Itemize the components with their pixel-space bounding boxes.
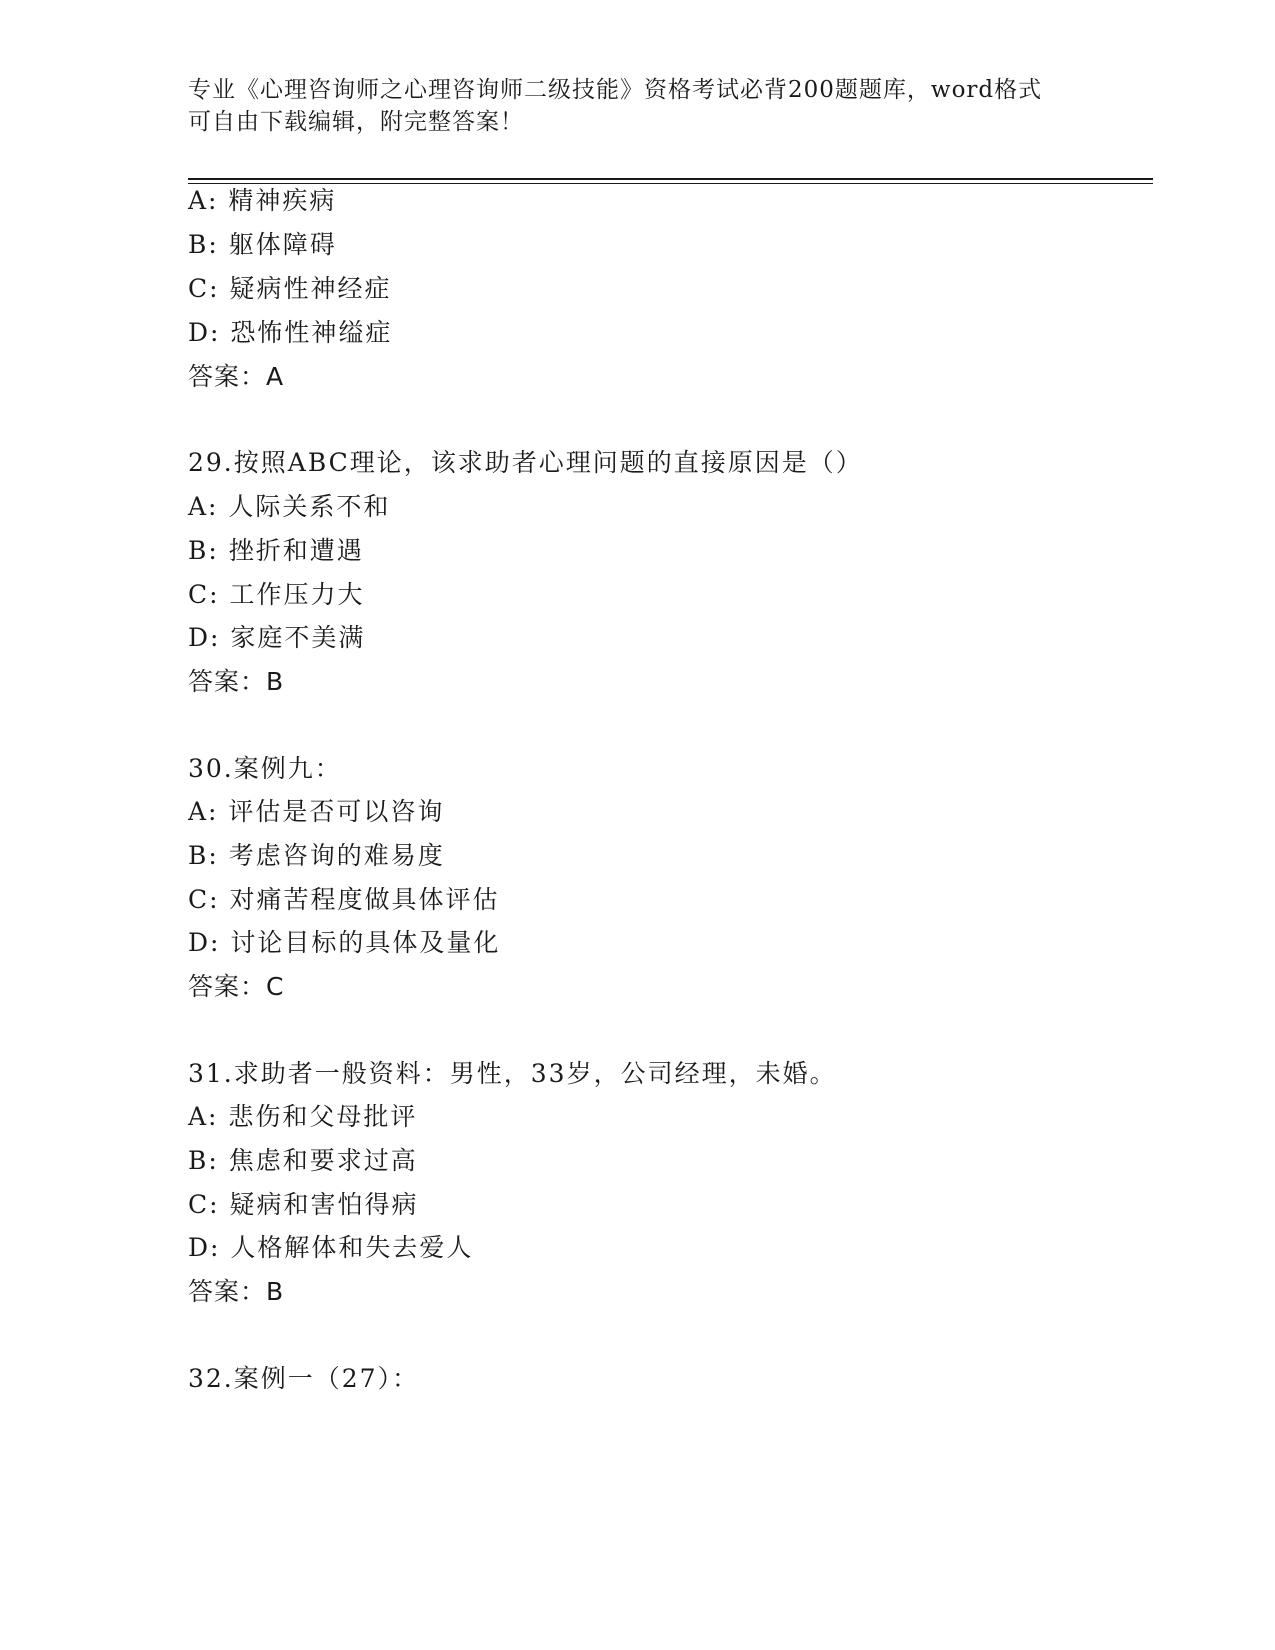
header-divider-thick bbox=[188, 178, 1153, 180]
q29-option-d: D: 家庭不美满 bbox=[188, 623, 366, 652]
q31-option-d: D: 人格解体和失去爱人 bbox=[188, 1233, 474, 1262]
q31-option-a: A: 悲伤和父母批评 bbox=[188, 1102, 418, 1131]
header-line-1: 专业《心理咨询师之心理咨询师二级技能》资格考试必背200题题库，word格式 bbox=[188, 77, 1043, 103]
q28-option-c: C: 疑病性神经症 bbox=[188, 274, 392, 303]
q28-option-b: B: 躯体障碍 bbox=[188, 230, 337, 259]
q29-question: 29.按照ABC理论，该求助者心理问题的直接原因是（） bbox=[188, 448, 863, 477]
q30-option-a: A: 评估是否可以咨询 bbox=[188, 797, 445, 826]
q28-answer: 答案：A bbox=[188, 362, 285, 391]
q29-option-c: C: 工作压力大 bbox=[188, 580, 365, 609]
q29-option-b: B: 挫折和遭遇 bbox=[188, 536, 364, 565]
q31-option-b: B: 焦虑和要求过高 bbox=[188, 1146, 418, 1175]
q28-option-a: A: 精神疾病 bbox=[188, 186, 337, 215]
q30-option-d: D: 讨论目标的具体及量化 bbox=[188, 928, 501, 957]
q31-option-c: C: 疑病和害怕得病 bbox=[188, 1190, 419, 1219]
q32-question: 32.案例一（27）： bbox=[188, 1364, 420, 1393]
q30-answer: 答案：C bbox=[188, 972, 285, 1001]
q30-option-c: C: 对痛苦程度做具体评估 bbox=[188, 885, 500, 914]
q29-answer: 答案：B bbox=[188, 667, 285, 696]
q31-question: 31.求助者一般资料：男性，33岁，公司经理，未婚。 bbox=[188, 1059, 837, 1088]
header-line-2: 可自由下载编辑，附完整答案！ bbox=[188, 109, 524, 135]
q30-option-b: B: 考虑咨询的难易度 bbox=[188, 841, 445, 870]
q28-option-d: D: 恐怖性神缢症 bbox=[188, 318, 393, 347]
q30-question: 30.案例九： bbox=[188, 754, 342, 783]
document-header bbox=[188, 74, 1088, 138]
q31-answer: 答案：B bbox=[188, 1277, 285, 1306]
q29-option-a: A: 人际关系不和 bbox=[188, 492, 391, 521]
